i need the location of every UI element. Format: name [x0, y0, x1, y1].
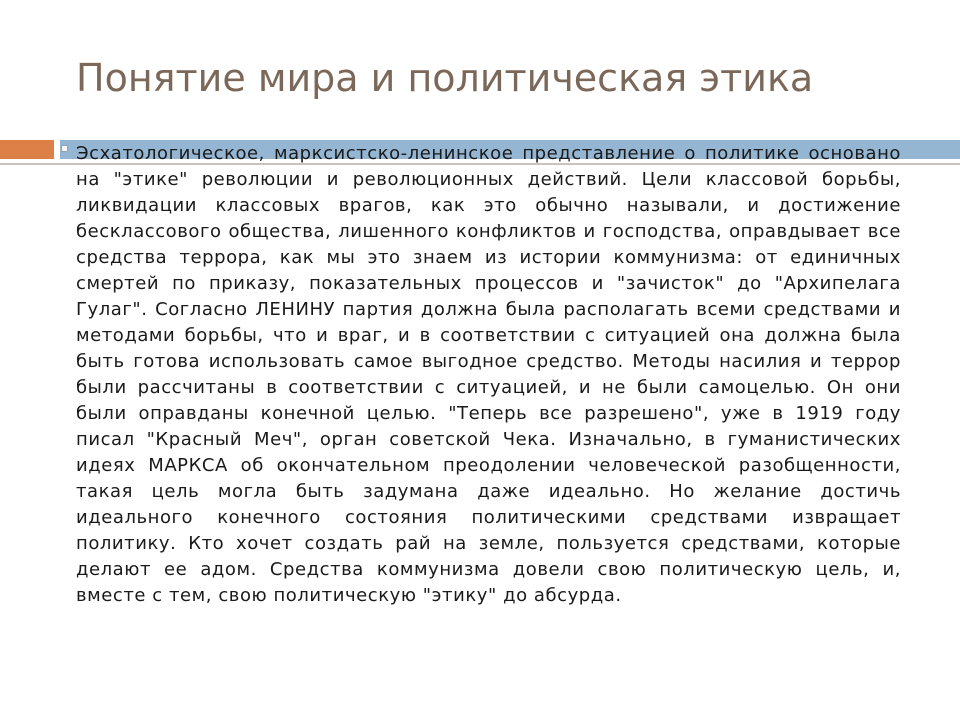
square-bullet-icon: [61, 145, 68, 152]
slide-title: Понятие мира и политическая этика: [76, 56, 814, 100]
orange-accent-bar: [0, 140, 54, 159]
bullet-paragraph: Эсхатологическое, марксистско-ленинское представление о политике основано на "этике" революции и революционных действий. Цели классовой борьбы, ликвидации классовых врагов, как это обычно называли, и достижение бесклассового общества, лишенного конфликтов и господства, оправдывает все средства террора, как мы это знаем из истории коммунизма: от единичных смертей по приказу, показательных процессов и "зачисток" до "Архипелага Гулаг". Согласно ЛЕНИНУ партия должна была располагать всеми средствами и методами борьбы, что и враг, и в соответствии с ситуацией она должна была быть готова использовать самое выгодное средство. Методы насилия и террор были рассчитаны в соответствии с ситуацией, и не были самоцелью. Он они были оправданы конечной целью. "Теперь все разрешено", уже в 1919 году писал "Красный Меч", орган советской Чека. Изначально, в гуманистических идеях МАРКСА об окончательном преодолении человеческой разобщенности, такая цель могла быть задумана даже идеально. Но желание достичь идеального конечного состояния политическими средствами извращает политику. Кто хочет создать рай на земле, пользуется средствами, которые делают ее адом. Средства коммунизма довели свою политическую цель, и, вместе с тем, свою политическую "этику" до абсурда.: [76, 143, 901, 606]
